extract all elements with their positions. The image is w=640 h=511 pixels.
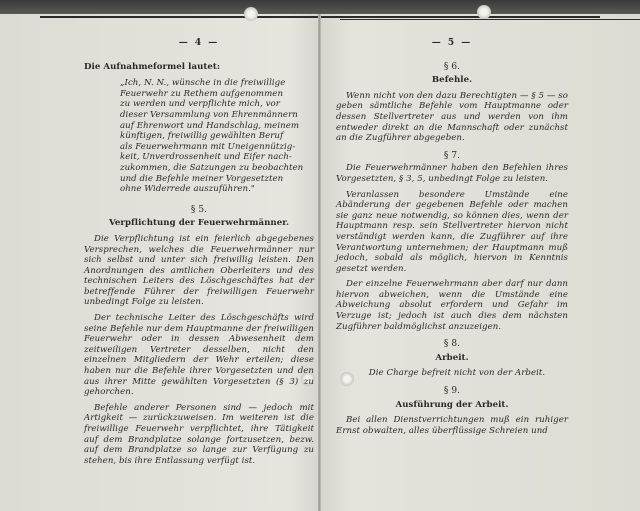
- section-heading: § 6.: [443, 61, 461, 72]
- paragraph: Die Feuerwehrmänner haben den Befehlen ihres Vorgesetzten, § 3, 5, unbedingt Folge zu leisten.: [336, 163, 568, 184]
- punch-hole: [477, 5, 491, 19]
- paragraph: Der technische Leiter des Löschgeschäfts wird seine Befehle nur dem Hauptmanne der freiwilligen Feuerwehr oder in dessen Abwesenheit dem zeitweiligen Vertreter desselben, nicht den einzelnen Mitgliedern der Wehr erteilen; diese haben nur die Befehle ihrer Vorgesetzten und den aus ihrer Mitte gewählten Vorgesetzten (§ 3) zu gehorchen.: [84, 313, 314, 398]
- formula-line: und die Befehle meiner Vorgesetzten: [120, 173, 284, 184]
- page-number: — 5 —: [431, 38, 473, 48]
- intro-text: Die Aufnahmeformel lautet:: [84, 61, 221, 72]
- formula-line: dieser Versammlung von Ehrenmännern: [120, 109, 298, 120]
- formula-line: zu werden und verpflichte mich, vor: [120, 99, 280, 110]
- punch-hole: [244, 7, 258, 21]
- section-heading: § 7.: [443, 150, 461, 161]
- page-number: — 4 —: [178, 38, 220, 48]
- formula-line: keit, Unverdrossenheit und Eifer nach-: [120, 152, 292, 163]
- formula-line: zukommen, die Satzungen zu beobachten: [120, 162, 304, 173]
- paragraph: Die Charge befreit nicht von der Arbeit.: [368, 368, 546, 379]
- paragraph: Veranlassen besondere Umstände eine Abänderung der gegebenen Befehle oder machen sie ganz neue notwendig, so können dies, wenn der Hauptmann resp. sein Stellvertreter hiervon nicht verständigt werden kann, die Zugführer auf ihre Verantwortung unternehmen; der Hauptmann muß jedoch, sobald als möglich, hiervon in Kenntnis gesetzt werden.: [336, 189, 568, 274]
- section-title: Ausführung der Arbeit.: [395, 399, 509, 410]
- paragraph: Der einzelne Feuerwehrmann aber darf nur dann hiervon abweichen, wenn die Umstände eine Abweichung absolut erfordern und Gefahr im Verzuge ist; jedoch ist auch dies dem nächsten Zugführer baldmöglichst anzuzeigen.: [336, 279, 568, 332]
- right-page: [336, 38, 568, 441]
- section-heading: § 9.: [443, 386, 461, 397]
- formula-line: „Ich, N. N., wünsche in die freiwillige: [120, 78, 286, 89]
- formula-line: Feuerwehr zu Rethem aufgenommen: [120, 88, 284, 99]
- formula-line: künftigen, freiwillig gewählten Beruf: [120, 131, 284, 142]
- formula-line: ohne Widerrede auszuführen.": [120, 184, 255, 195]
- book-gutter: [318, 14, 321, 511]
- paragraph: Bei allen Dienstverrichtungen muß ein ruhiger Ernst obwalten, alles überflüssige Schreien und: [336, 415, 568, 436]
- paragraph: Befehle anderer Personen sind — jedoch mit Artigkeit — zurückzuweisen. Im weiteren ist die freiwillige Feuerwehr verpflichtet, ihre Tätigkeit auf dem Brandplatze solange fortzusetzen, bezw. auf dem Brandplatze so lange zur Verfügung zu stehen, bis ihre Entlassung verfügt ist.: [84, 402, 314, 466]
- left-page: [84, 38, 314, 471]
- section-title: Verpflichtung der Feuerwehrmänner.: [108, 218, 290, 229]
- page-edge-line: [340, 19, 640, 20]
- formula-line: auf Ehrenwort und Handschlag, meinem: [120, 120, 300, 131]
- paragraph: Wenn nicht von den dazu Berechtigten — § 5 — so geben sämtliche Befehle vom Hauptmanne oder dessen Stellvertreter aus und werden von ihm entweder direkt an die Mannschaft oder zunächst an die Zugführer abgegeben.: [336, 90, 568, 144]
- section-title: Arbeit.: [435, 352, 469, 363]
- section-heading: § 5.: [190, 204, 208, 215]
- section-heading: § 8.: [443, 339, 461, 350]
- paragraph: Die Verpflichtung ist ein feierlich abgegebenes Versprechen, welches die Feuerwehrmänner nur sich selbst und unter sich freiwillig leisten. Den Anordnungen des amtlichen Oberleiters und des technischen Leiters des Löschgeschäftes hat der betreffende Führer der freiwilligen Feuerwehr unbedingt Folge zu leisten.: [84, 233, 314, 308]
- formula-line: als Feuerwehrmann mit Uneigennützig-: [120, 141, 296, 152]
- section-title: Befehle.: [431, 75, 473, 86]
- oath-formula: [120, 78, 314, 195]
